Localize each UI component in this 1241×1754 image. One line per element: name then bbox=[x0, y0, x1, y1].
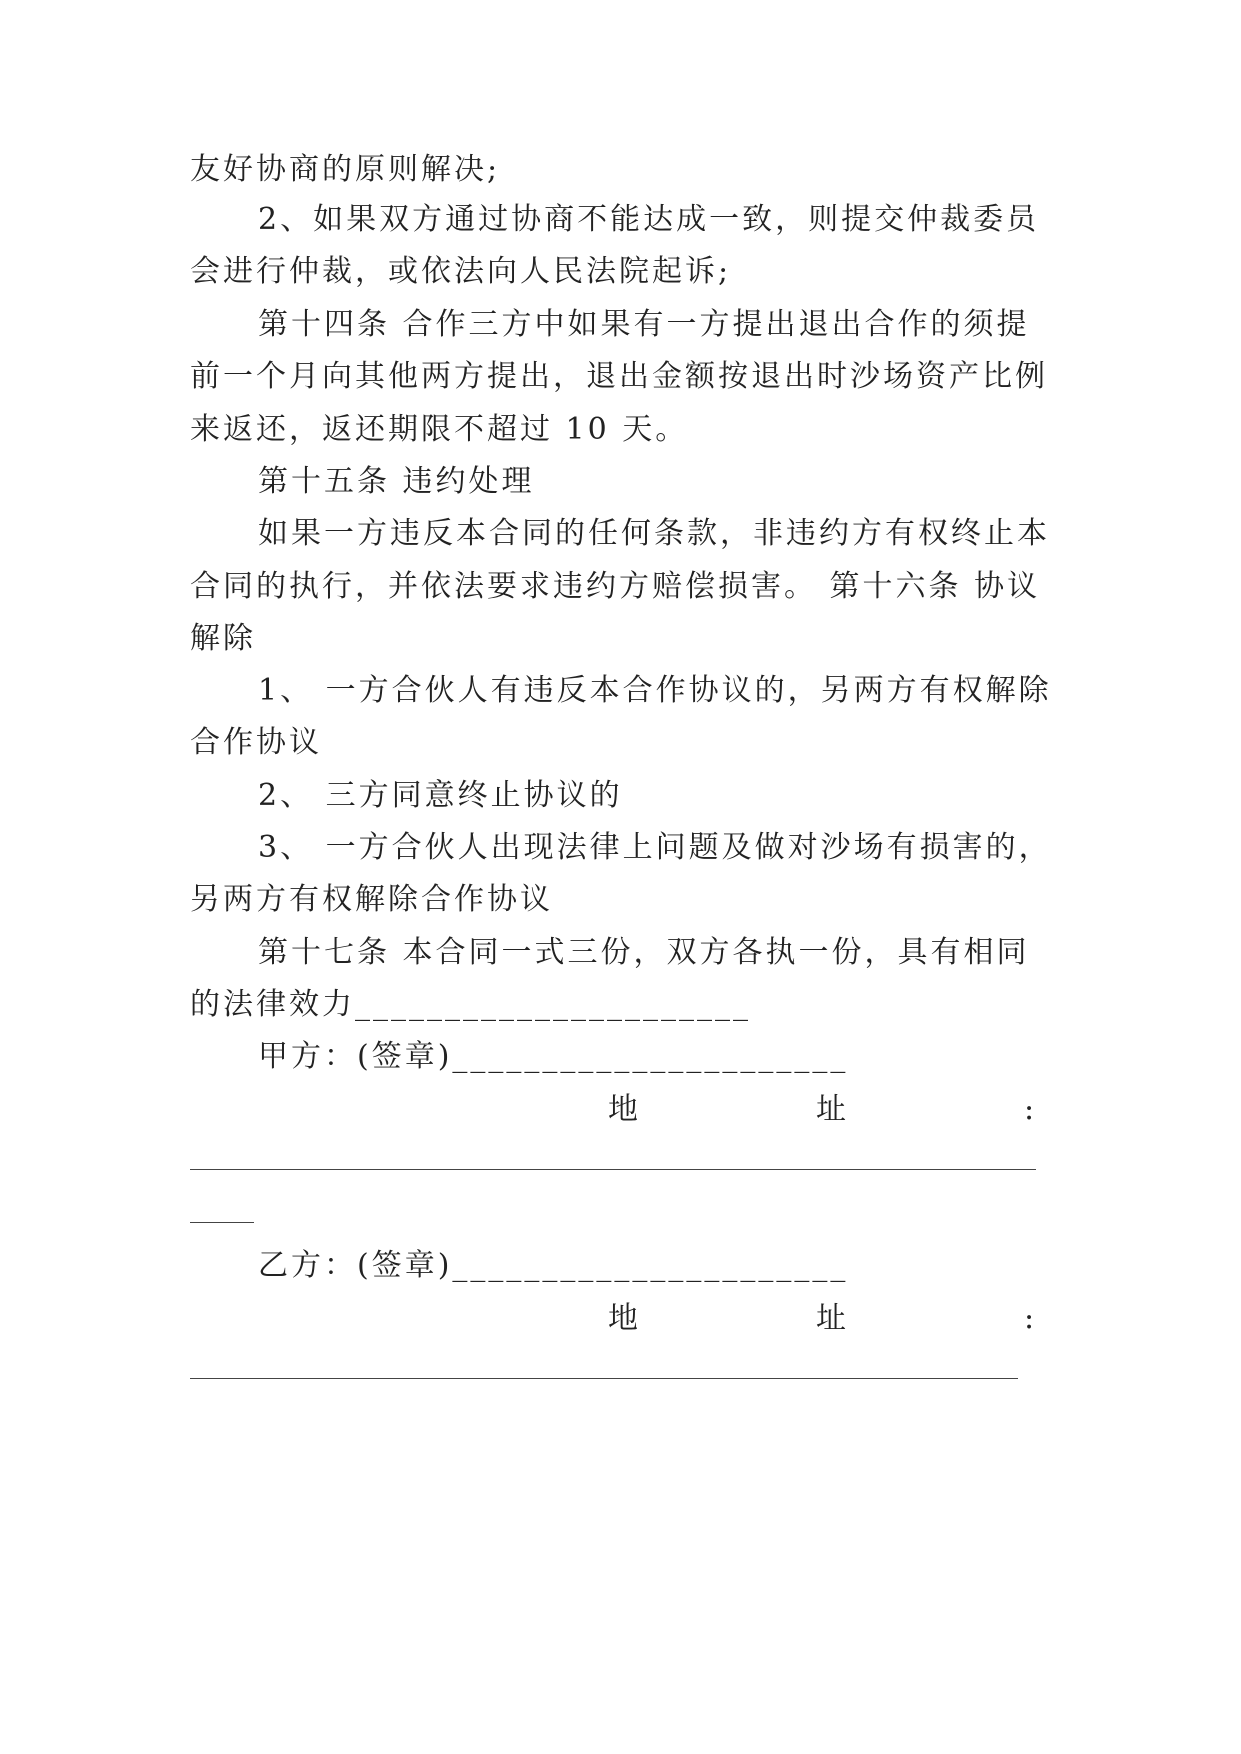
party-b-address-char-2: 址 bbox=[816, 1301, 846, 1336]
party-b-signature: 乙方：(签章)______________________ bbox=[258, 1248, 849, 1283]
paragraph-line-9: 合同的执行，并依法要求违约方赔偿损害。 第十六条 协议 bbox=[190, 569, 1041, 604]
paragraph-line-10: 解除 bbox=[190, 621, 256, 656]
list-item-3: 3、 一方合伙人出现法律上问题及做对沙场有损害的， bbox=[258, 830, 1052, 865]
section-heading-15: 第十五条 违约处理 bbox=[258, 464, 535, 499]
paragraph-line-5: 前一个月向其他两方提出，退出金额按退出时沙场资产比例 bbox=[190, 359, 1048, 394]
party-b-address-blank-line bbox=[190, 1378, 1018, 1379]
section-17-line-2: 的法律效力______________________ bbox=[190, 987, 751, 1022]
party-a-address-blank-line-1 bbox=[190, 1169, 1036, 1170]
party-a-address-char-1: 地 bbox=[608, 1092, 638, 1127]
party-a-signature: 甲方：(签章)______________________ bbox=[258, 1039, 849, 1074]
list-item-1-continued: 合作协议 bbox=[190, 725, 322, 760]
party-b-address-colon: : bbox=[1024, 1301, 1035, 1336]
paragraph-line-3: 会进行仲裁，或依法向人民法院起诉; bbox=[190, 254, 732, 289]
paragraph-line-6: 来返还，返还期限不超过 10 天。 bbox=[190, 412, 689, 447]
party-a-address-char-2: 址 bbox=[816, 1092, 846, 1127]
section-17-line-1: 第十七条 本合同一式三份，双方各执一份，具有相同 bbox=[258, 935, 1030, 970]
party-a-address-blank-line-2 bbox=[190, 1222, 254, 1223]
list-item-1: 1、 一方合伙人有违反本合作协议的，另两方有权解除 bbox=[258, 673, 1052, 708]
party-b-address-char-1: 地 bbox=[608, 1301, 638, 1336]
list-item-2: 2、 三方同意终止协议的 bbox=[258, 778, 623, 813]
paragraph-line-2: 2、如果双方通过协商不能达成一致，则提交仲裁委员 bbox=[258, 202, 1040, 237]
paragraph-line-1: 友好协商的原则解决; bbox=[190, 152, 501, 187]
paragraph-line-8: 如果一方违反本合同的任何条款，非违约方有权终止本 bbox=[258, 516, 1050, 551]
party-a-address-colon: : bbox=[1024, 1092, 1035, 1127]
paragraph-line-4: 第十四条 合作三方中如果有一方提出退出合作的须提 bbox=[258, 307, 1030, 342]
list-item-3-continued: 另两方有权解除合作协议 bbox=[190, 882, 553, 917]
